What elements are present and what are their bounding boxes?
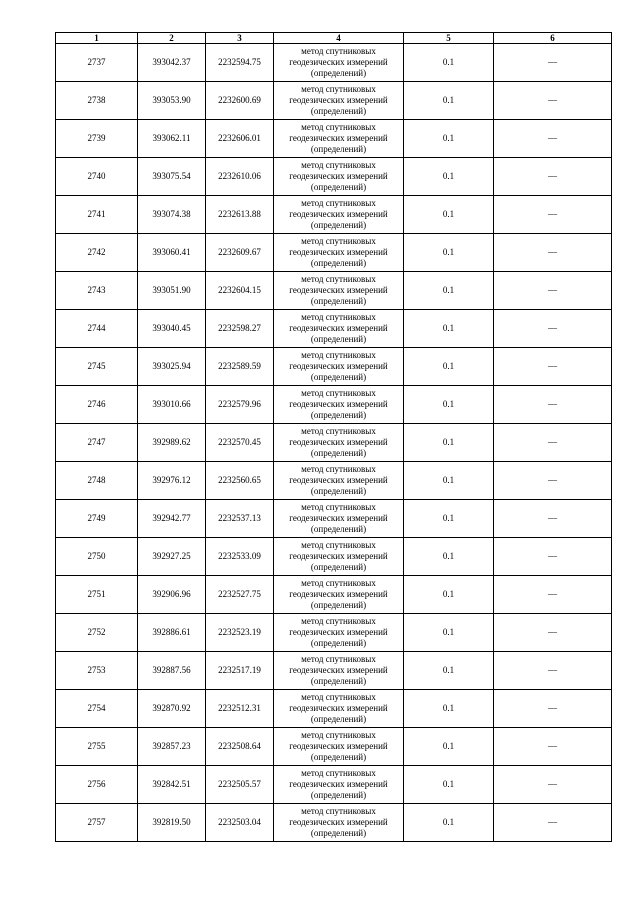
method-text-line: метод спутниковых xyxy=(301,236,376,246)
method-text-line: метод спутниковых xyxy=(301,160,376,170)
point-number-cell: 2757 xyxy=(56,804,138,842)
method-text-line: (определений) xyxy=(310,296,367,306)
method-text-line: метод спутниковых xyxy=(301,692,376,702)
y-coordinate-cell: 2232508.64 xyxy=(206,728,274,766)
accuracy-cell: 0.1 xyxy=(404,766,494,804)
table-body xyxy=(56,44,612,842)
y-coordinate-cell: 2232503.04 xyxy=(206,804,274,842)
point-number-cell: 2743 xyxy=(56,272,138,310)
x-coordinate-cell: 392906.96 xyxy=(138,576,206,614)
method-cell xyxy=(274,538,404,576)
method-cell xyxy=(274,234,404,272)
x-coordinate-cell: 393075.54 xyxy=(138,158,206,196)
method-text-line: (определений) xyxy=(310,714,367,724)
x-coordinate-cell: 392819.50 xyxy=(138,804,206,842)
table-row xyxy=(56,576,612,614)
x-coordinate-cell: 392887.56 xyxy=(138,652,206,690)
method-text-line: (определений) xyxy=(310,448,367,458)
point-number-cell: 2739 xyxy=(56,120,138,158)
table-row xyxy=(56,462,612,500)
note-cell: — xyxy=(494,728,612,766)
table-row xyxy=(56,386,612,424)
y-coordinate-cell: 2232512.31 xyxy=(206,690,274,728)
column-header-5: 5 xyxy=(404,33,494,44)
y-coordinate-cell: 2232594.75 xyxy=(206,44,274,82)
method-cell xyxy=(274,462,404,500)
method-cell xyxy=(274,766,404,804)
method-cell xyxy=(274,158,404,196)
note-cell: — xyxy=(494,386,612,424)
method-text-line: (определений) xyxy=(310,828,367,838)
x-coordinate-cell: 392857.23 xyxy=(138,728,206,766)
accuracy-cell: 0.1 xyxy=(404,44,494,82)
method-text-line: геодезических измерений xyxy=(289,171,388,181)
method-text-line: метод спутниковых xyxy=(301,122,376,132)
method-text-line: геодезических измерений xyxy=(289,551,388,561)
y-coordinate-cell: 2232589.59 xyxy=(206,348,274,386)
note-cell: — xyxy=(494,196,612,234)
x-coordinate-cell: 393010.66 xyxy=(138,386,206,424)
method-cell xyxy=(274,82,404,120)
method-text-line: геодезических измерений xyxy=(289,399,388,409)
method-text-line: (определений) xyxy=(310,144,367,154)
method-text-line: геодезических измерений xyxy=(289,589,388,599)
point-number-cell: 2751 xyxy=(56,576,138,614)
method-text-line: геодезических измерений xyxy=(289,779,388,789)
table-row xyxy=(56,766,612,804)
method-text-line: метод спутниковых xyxy=(301,654,376,664)
x-coordinate-cell: 393074.38 xyxy=(138,196,206,234)
method-text-line: геодезических измерений xyxy=(289,247,388,257)
method-cell xyxy=(274,576,404,614)
table-row xyxy=(56,424,612,462)
method-text-line: метод спутниковых xyxy=(301,768,376,778)
y-coordinate-cell: 2232609.67 xyxy=(206,234,274,272)
y-coordinate-cell: 2232517.19 xyxy=(206,652,274,690)
header-row xyxy=(56,33,612,44)
method-text-line: метод спутниковых xyxy=(301,540,376,550)
method-text-line: (определений) xyxy=(310,676,367,686)
note-cell: — xyxy=(494,310,612,348)
method-text-line: метод спутниковых xyxy=(301,578,376,588)
table-row xyxy=(56,272,612,310)
note-cell: — xyxy=(494,500,612,538)
accuracy-cell: 0.1 xyxy=(404,728,494,766)
method-text-line: метод спутниковых xyxy=(301,502,376,512)
y-coordinate-cell: 2232537.13 xyxy=(206,500,274,538)
method-text-line: геодезических измерений xyxy=(289,437,388,447)
method-text-line: (определений) xyxy=(310,182,367,192)
method-text-line: метод спутниковых xyxy=(301,84,376,94)
accuracy-cell: 0.1 xyxy=(404,348,494,386)
method-text-line: (определений) xyxy=(310,600,367,610)
x-coordinate-cell: 392870.92 xyxy=(138,690,206,728)
method-cell xyxy=(274,386,404,424)
note-cell: — xyxy=(494,690,612,728)
note-cell: — xyxy=(494,158,612,196)
method-text-line: (определений) xyxy=(310,106,367,116)
note-cell: — xyxy=(494,614,612,652)
note-cell: — xyxy=(494,272,612,310)
method-text-line: геодезических измерений xyxy=(289,285,388,295)
note-cell: — xyxy=(494,462,612,500)
point-number-cell: 2754 xyxy=(56,690,138,728)
y-coordinate-cell: 2232505.57 xyxy=(206,766,274,804)
method-text-line: метод спутниковых xyxy=(301,806,376,816)
accuracy-cell: 0.1 xyxy=(404,538,494,576)
accuracy-cell: 0.1 xyxy=(404,424,494,462)
table-row xyxy=(56,348,612,386)
point-number-cell: 2753 xyxy=(56,652,138,690)
method-cell xyxy=(274,652,404,690)
accuracy-cell: 0.1 xyxy=(404,804,494,842)
accuracy-cell: 0.1 xyxy=(404,462,494,500)
table-row xyxy=(56,652,612,690)
point-number-cell: 2748 xyxy=(56,462,138,500)
point-number-cell: 2740 xyxy=(56,158,138,196)
table-row xyxy=(56,120,612,158)
x-coordinate-cell: 392886.61 xyxy=(138,614,206,652)
method-text-line: (определений) xyxy=(310,410,367,420)
method-text-line: геодезических измерений xyxy=(289,817,388,827)
method-text-line: (определений) xyxy=(310,334,367,344)
method-cell xyxy=(274,728,404,766)
method-text-line: геодезических измерений xyxy=(289,209,388,219)
x-coordinate-cell: 392842.51 xyxy=(138,766,206,804)
y-coordinate-cell: 2232606.01 xyxy=(206,120,274,158)
point-number-cell: 2737 xyxy=(56,44,138,82)
method-text-line: геодезических измерений xyxy=(289,95,388,105)
point-number-cell: 2746 xyxy=(56,386,138,424)
method-text-line: геодезических измерений xyxy=(289,627,388,637)
note-cell: — xyxy=(494,538,612,576)
note-cell: — xyxy=(494,424,612,462)
method-text-line: метод спутниковых xyxy=(301,730,376,740)
accuracy-cell: 0.1 xyxy=(404,82,494,120)
point-number-cell: 2747 xyxy=(56,424,138,462)
method-text-line: геодезических измерений xyxy=(289,475,388,485)
method-text-line: метод спутниковых xyxy=(301,616,376,626)
point-number-cell: 2744 xyxy=(56,310,138,348)
table-header xyxy=(56,33,612,44)
method-text-line: (определений) xyxy=(310,258,367,268)
method-cell xyxy=(274,614,404,652)
accuracy-cell: 0.1 xyxy=(404,120,494,158)
accuracy-cell: 0.1 xyxy=(404,652,494,690)
method-text-line: геодезических измерений xyxy=(289,57,388,67)
y-coordinate-cell: 2232598.27 xyxy=(206,310,274,348)
method-text-line: метод спутниковых xyxy=(301,312,376,322)
method-text-line: геодезических измерений xyxy=(289,323,388,333)
y-coordinate-cell: 2232523.19 xyxy=(206,614,274,652)
table-row xyxy=(56,310,612,348)
method-text-line: геодезических измерений xyxy=(289,133,388,143)
table-row xyxy=(56,158,612,196)
accuracy-cell: 0.1 xyxy=(404,234,494,272)
x-coordinate-cell: 393053.90 xyxy=(138,82,206,120)
y-coordinate-cell: 2232570.45 xyxy=(206,424,274,462)
x-coordinate-cell: 393025.94 xyxy=(138,348,206,386)
method-cell xyxy=(274,120,404,158)
x-coordinate-cell: 392927.25 xyxy=(138,538,206,576)
method-text-line: геодезических измерений xyxy=(289,703,388,713)
accuracy-cell: 0.1 xyxy=(404,310,494,348)
table-row xyxy=(56,500,612,538)
method-text-line: геодезических измерений xyxy=(289,741,388,751)
column-header-4: 4 xyxy=(274,33,404,44)
note-cell: — xyxy=(494,234,612,272)
accuracy-cell: 0.1 xyxy=(404,690,494,728)
method-text-line: (определений) xyxy=(310,562,367,572)
accuracy-cell: 0.1 xyxy=(404,576,494,614)
column-header-1: 1 xyxy=(56,33,138,44)
point-number-cell: 2756 xyxy=(56,766,138,804)
point-number-cell: 2752 xyxy=(56,614,138,652)
x-coordinate-cell: 393042.37 xyxy=(138,44,206,82)
accuracy-cell: 0.1 xyxy=(404,386,494,424)
table-row xyxy=(56,690,612,728)
method-text-line: (определений) xyxy=(310,790,367,800)
method-text-line: метод спутниковых xyxy=(301,426,376,436)
point-number-cell: 2745 xyxy=(56,348,138,386)
table-row xyxy=(56,44,612,82)
method-text-line: геодезических измерений xyxy=(289,665,388,675)
y-coordinate-cell: 2232613.88 xyxy=(206,196,274,234)
column-header-3: 3 xyxy=(206,33,274,44)
method-text-line: (определений) xyxy=(310,638,367,648)
method-cell xyxy=(274,424,404,462)
x-coordinate-cell: 393062.11 xyxy=(138,120,206,158)
method-cell xyxy=(274,272,404,310)
y-coordinate-cell: 2232600.69 xyxy=(206,82,274,120)
column-header-6: 6 xyxy=(494,33,612,44)
method-text-line: метод спутниковых xyxy=(301,388,376,398)
method-cell xyxy=(274,690,404,728)
x-coordinate-cell: 392942.77 xyxy=(138,500,206,538)
method-text-line: метод спутниковых xyxy=(301,274,376,284)
point-number-cell: 2742 xyxy=(56,234,138,272)
y-coordinate-cell: 2232579.96 xyxy=(206,386,274,424)
note-cell: — xyxy=(494,576,612,614)
x-coordinate-cell: 392989.62 xyxy=(138,424,206,462)
y-coordinate-cell: 2232527.75 xyxy=(206,576,274,614)
method-cell xyxy=(274,804,404,842)
method-text-line: (определений) xyxy=(310,524,367,534)
table-row xyxy=(56,82,612,120)
y-coordinate-cell: 2232533.09 xyxy=(206,538,274,576)
accuracy-cell: 0.1 xyxy=(404,614,494,652)
y-coordinate-cell: 2232610.06 xyxy=(206,158,274,196)
x-coordinate-cell: 393060.41 xyxy=(138,234,206,272)
note-cell: — xyxy=(494,766,612,804)
table-row xyxy=(56,614,612,652)
x-coordinate-cell: 392976.12 xyxy=(138,462,206,500)
accuracy-cell: 0.1 xyxy=(404,158,494,196)
note-cell: — xyxy=(494,804,612,842)
point-number-cell: 2750 xyxy=(56,538,138,576)
method-text-line: (определений) xyxy=(310,220,367,230)
method-cell xyxy=(274,348,404,386)
method-text-line: (определений) xyxy=(310,486,367,496)
note-cell: — xyxy=(494,82,612,120)
note-cell: — xyxy=(494,120,612,158)
note-cell: — xyxy=(494,44,612,82)
method-cell xyxy=(274,196,404,234)
method-text-line: метод спутниковых xyxy=(301,464,376,474)
x-coordinate-cell: 393040.45 xyxy=(138,310,206,348)
table-row xyxy=(56,728,612,766)
method-text-line: (определений) xyxy=(310,68,367,78)
note-cell: — xyxy=(494,348,612,386)
method-cell xyxy=(274,44,404,82)
column-header-2: 2 xyxy=(138,33,206,44)
y-coordinate-cell: 2232604.15 xyxy=(206,272,274,310)
accuracy-cell: 0.1 xyxy=(404,272,494,310)
method-text-line: геодезических измерений xyxy=(289,513,388,523)
point-number-cell: 2749 xyxy=(56,500,138,538)
accuracy-cell: 0.1 xyxy=(404,196,494,234)
y-coordinate-cell: 2232560.65 xyxy=(206,462,274,500)
accuracy-cell: 0.1 xyxy=(404,500,494,538)
method-text-line: геодезических измерений xyxy=(289,361,388,371)
method-cell xyxy=(274,500,404,538)
table-row xyxy=(56,196,612,234)
table-row xyxy=(56,234,612,272)
method-text-line: метод спутниковых xyxy=(301,46,376,56)
table-row xyxy=(56,538,612,576)
method-text-line: (определений) xyxy=(310,752,367,762)
point-number-cell: 2738 xyxy=(56,82,138,120)
point-number-cell: 2741 xyxy=(56,196,138,234)
method-text-line: метод спутниковых xyxy=(301,350,376,360)
x-coordinate-cell: 393051.90 xyxy=(138,272,206,310)
coordinates-table xyxy=(55,32,612,842)
point-number-cell: 2755 xyxy=(56,728,138,766)
method-text-line: метод спутниковых xyxy=(301,198,376,208)
note-cell: — xyxy=(494,652,612,690)
method-text-line: (определений) xyxy=(310,372,367,382)
table-row xyxy=(56,804,612,842)
method-cell xyxy=(274,310,404,348)
